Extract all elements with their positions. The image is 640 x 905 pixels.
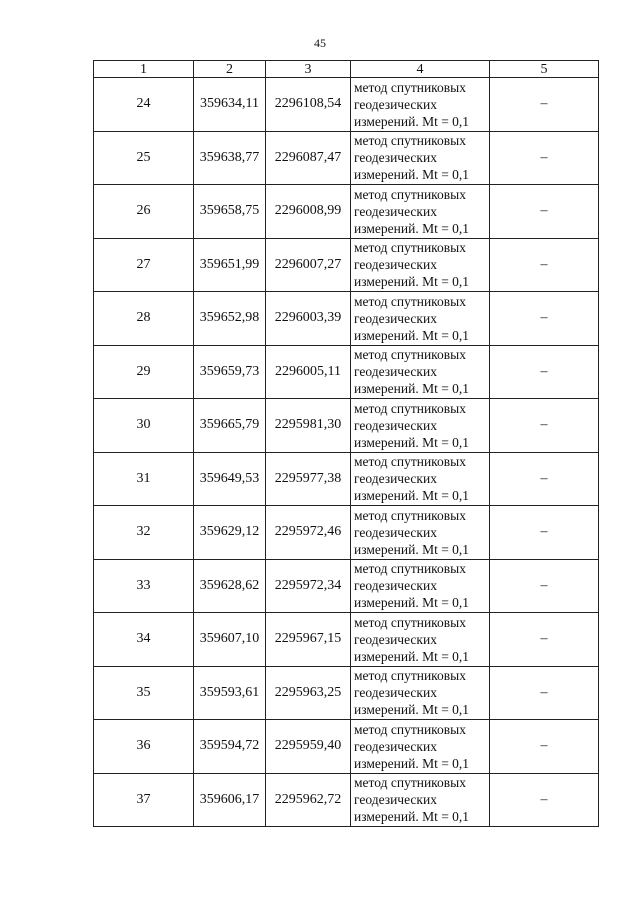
method-cell: метод спутниковых геодезических измерений. Mt = 0,1	[351, 559, 490, 613]
x-coordinate-cell: 359649,53	[194, 452, 266, 506]
point-number-cell: 32	[94, 506, 194, 560]
x-coordinate-cell: 359629,12	[194, 506, 266, 560]
table-row	[94, 131, 599, 185]
table-header	[94, 61, 599, 78]
x-coordinate-cell: 359638,77	[194, 131, 266, 185]
note-cell: –	[490, 559, 599, 613]
table-row	[94, 559, 599, 613]
point-number-cell: 29	[94, 345, 194, 399]
y-coordinate-cell: 2295963,25	[266, 666, 351, 720]
y-coordinate-cell: 2295972,34	[266, 559, 351, 613]
note-cell: –	[490, 773, 599, 827]
method-cell: метод спутниковых геодезических измерений. Mt = 0,1	[351, 452, 490, 506]
x-coordinate-cell: 359634,11	[194, 78, 266, 132]
point-number-cell: 37	[94, 773, 194, 827]
point-number-cell: 33	[94, 559, 194, 613]
method-cell: метод спутниковых геодезических измерений. Mt = 0,1	[351, 292, 490, 346]
x-coordinate-cell: 359606,17	[194, 773, 266, 827]
x-coordinate-cell: 359593,61	[194, 666, 266, 720]
note-cell: –	[490, 292, 599, 346]
coordinates-table	[93, 60, 599, 827]
note-cell: –	[490, 506, 599, 560]
note-cell: –	[490, 613, 599, 667]
x-coordinate-cell: 359652,98	[194, 292, 266, 346]
point-number-cell: 35	[94, 666, 194, 720]
y-coordinate-cell: 2296005,11	[266, 345, 351, 399]
y-coordinate-cell: 2295972,46	[266, 506, 351, 560]
point-number-cell: 36	[94, 720, 194, 774]
table-row	[94, 399, 599, 453]
method-cell: метод спутниковых геодезических измерений. Mt = 0,1	[351, 345, 490, 399]
table-row	[94, 238, 599, 292]
method-cell: метод спутниковых геодезических измерений. Mt = 0,1	[351, 666, 490, 720]
y-coordinate-cell: 2296003,39	[266, 292, 351, 346]
y-coordinate-cell: 2295962,72	[266, 773, 351, 827]
note-cell: –	[490, 345, 599, 399]
x-coordinate-cell: 359659,73	[194, 345, 266, 399]
header-cell-1: 1	[94, 61, 194, 78]
method-cell: метод спутниковых геодезических измерений. Mt = 0,1	[351, 78, 490, 132]
y-coordinate-cell: 2295967,15	[266, 613, 351, 667]
y-coordinate-cell: 2296108,54	[266, 78, 351, 132]
point-number-cell: 28	[94, 292, 194, 346]
x-coordinate-cell: 359658,75	[194, 185, 266, 239]
method-cell: метод спутниковых геодезических измерений. Mt = 0,1	[351, 131, 490, 185]
page-number: 45	[314, 36, 326, 50]
y-coordinate-cell: 2296008,99	[266, 185, 351, 239]
point-number-cell: 30	[94, 399, 194, 453]
header-cell-2: 2	[194, 61, 266, 78]
note-cell: –	[490, 131, 599, 185]
table-row	[94, 345, 599, 399]
table-row	[94, 720, 599, 774]
x-coordinate-cell: 359594,72	[194, 720, 266, 774]
method-cell: метод спутниковых геодезических измерений. Mt = 0,1	[351, 506, 490, 560]
method-cell: метод спутниковых геодезических измерений. Mt = 0,1	[351, 399, 490, 453]
header-cell-5: 5	[490, 61, 599, 78]
table-row	[94, 773, 599, 827]
y-coordinate-cell: 2295981,30	[266, 399, 351, 453]
table-body	[94, 78, 599, 827]
note-cell: –	[490, 720, 599, 774]
method-cell: метод спутниковых геодезических измерений. Mt = 0,1	[351, 185, 490, 239]
table-row	[94, 613, 599, 667]
x-coordinate-cell: 359665,79	[194, 399, 266, 453]
method-cell: метод спутниковых геодезических измерений. Mt = 0,1	[351, 720, 490, 774]
x-coordinate-cell: 359628,62	[194, 559, 266, 613]
note-cell: –	[490, 666, 599, 720]
header-cell-4: 4	[351, 61, 490, 78]
y-coordinate-cell: 2295977,38	[266, 452, 351, 506]
point-number-cell: 34	[94, 613, 194, 667]
table-row	[94, 506, 599, 560]
y-coordinate-cell: 2296007,27	[266, 238, 351, 292]
header-cell-3: 3	[266, 61, 351, 78]
header-row	[94, 61, 599, 78]
note-cell: –	[490, 452, 599, 506]
method-cell: метод спутниковых геодезических измерений. Mt = 0,1	[351, 773, 490, 827]
y-coordinate-cell: 2295959,40	[266, 720, 351, 774]
table-row	[94, 292, 599, 346]
point-number-cell: 31	[94, 452, 194, 506]
note-cell: –	[490, 78, 599, 132]
note-cell: –	[490, 238, 599, 292]
point-number-cell: 27	[94, 238, 194, 292]
table-row	[94, 666, 599, 720]
note-cell: –	[490, 185, 599, 239]
note-cell: –	[490, 399, 599, 453]
method-cell: метод спутниковых геодезических измерений. Mt = 0,1	[351, 238, 490, 292]
table-row	[94, 78, 599, 132]
table-row	[94, 185, 599, 239]
method-cell: метод спутниковых геодезических измерений. Mt = 0,1	[351, 613, 490, 667]
point-number-cell: 25	[94, 131, 194, 185]
x-coordinate-cell: 359651,99	[194, 238, 266, 292]
x-coordinate-cell: 359607,10	[194, 613, 266, 667]
table-row	[94, 452, 599, 506]
y-coordinate-cell: 2296087,47	[266, 131, 351, 185]
point-number-cell: 24	[94, 78, 194, 132]
point-number-cell: 26	[94, 185, 194, 239]
